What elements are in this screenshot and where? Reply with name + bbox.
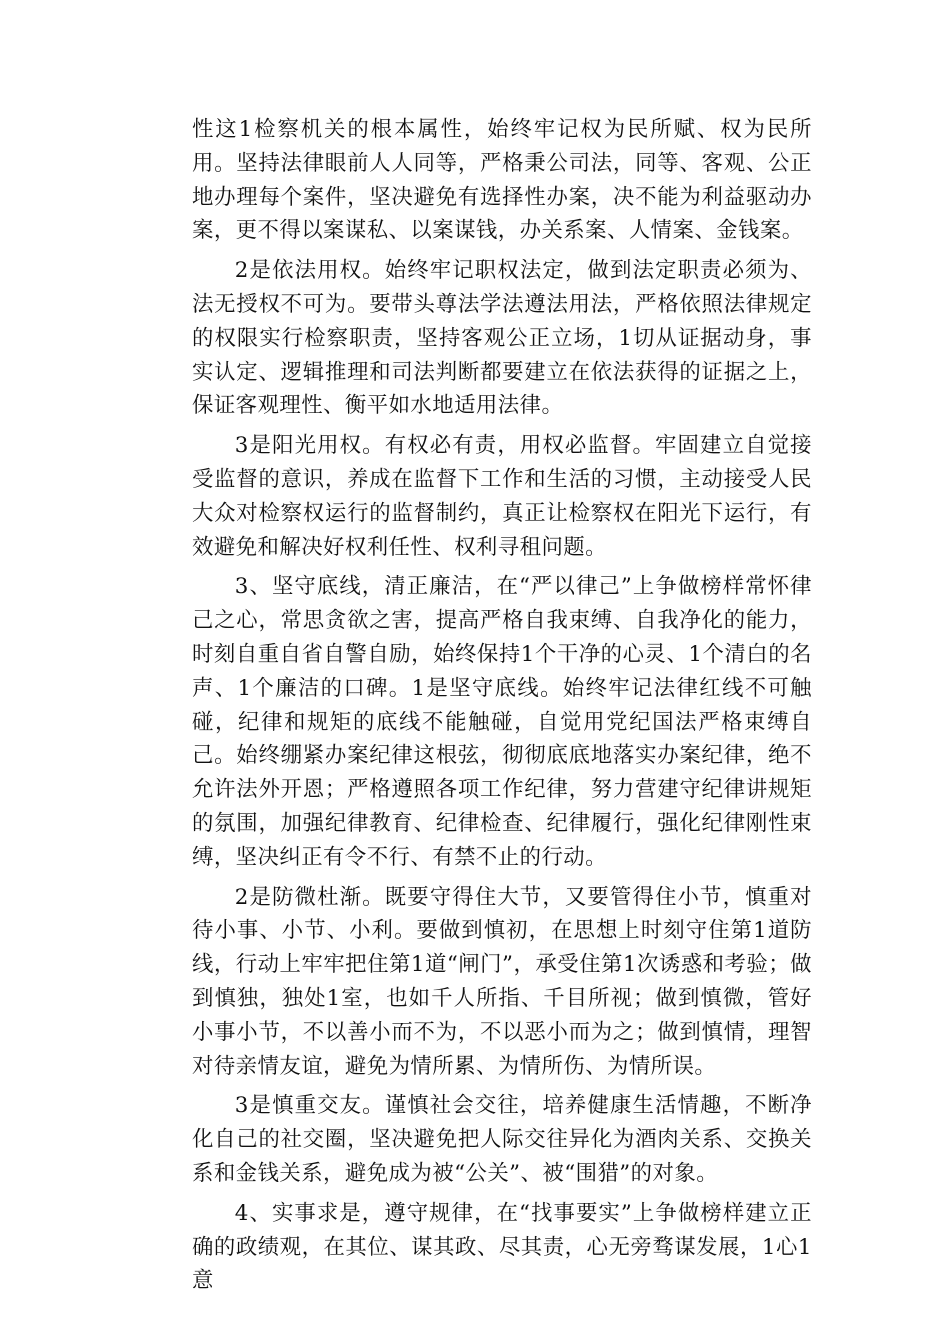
paragraph-1: 性这1检察机关的根本属性，始终牢记权为民所赋、权为民所用。坚持法律眼前人人同等，严格秉公司法，同等、客观、公正地办理每个案件，坚决避免有选择性办案，决不能为利益驱动办案，更不得以案谋私、以案谋钱，办关系案、人情案、金钱案。 [192,117,812,244]
document-body [192,113,812,1298]
paragraph-4: 3、坚守底线，清正廉洁，在“严以律己”上争做榜样常怀律己之心，常思贪欲之害，提高严格自我束缚、自我净化的能力，时刻自重自省自警自励，始终保持1个干净的心灵、1个清白的名声、1个廉洁的口碑。1是坚守底线。始终牢记法律红线不可触碰，纪律和规矩的底线不能触碰，自觉用党纪国法严格束缚自己。始终绷紧办案纪律这根弦，彻彻底底地落实办案纪律，绝不允许法外开恩；严格遵照各项工作纪律，努力营建守纪律讲规矩的氛围，加强纪律教育、纪律检查、纪律履行，强化纪律刚性束缚，坚决纠正有令不行、有禁不止的行动。 [192,574,812,870]
paragraph-2: 2是依法用权。始终牢记职权法定，做到法定职责必须为、法无授权不可为。要带头尊法学法遵法用法，严格依照法律规定的权限实行检察职责，坚持客观公正立场，1切从证据动身，事实认定、逻辑推理和司法判断都要建立在依法获得的证据之上，保证客观理性、衡平如水地适用法律。 [192,258,812,419]
paragraph-5: 2是防微杜渐。既要守得住大节，又要管得住小节，慎重对待小事、小节、小利。要做到慎初，在思想上时刻守住第1道防线，行动上牢牢把住第1道“闸门”，承受住第1次诱惑和考验；做到慎独，独处1室，也如千人所指、千目所视；做到慎微，管好小事小节，不以善小而不为，不以恶小而为之；做到慎情，理智对待亲情友谊，避免为情所累、为情所伤、为情所误。 [192,884,812,1079]
paragraph-3: 3是阳光用权。有权必有责，用权必监督。牢固建立自觉接受监督的意识，养成在监督下工作和生活的习惯，主动接受人民大众对检察权运行的监督制约，真正让检察权在阳光下运行，有效避免和解决好权利任性、权利寻租问题。 [192,433,812,560]
paragraph-6: 3是慎重交友。谨慎社会交往，培养健康生活情趣，不断净化自己的社交圈，坚决避免把人际交往异化为酒肉关系、交换关系和金钱关系，避免成为被“公关”、被“围猎”的对象。 [192,1093,812,1186]
paragraph-7: 4、实事求是，遵守规律，在“找事要实”上争做榜样建立正确的政绩观，在其位、谋其政、尽其责，心无旁骛谋发展，1心1意 [192,1200,812,1294]
